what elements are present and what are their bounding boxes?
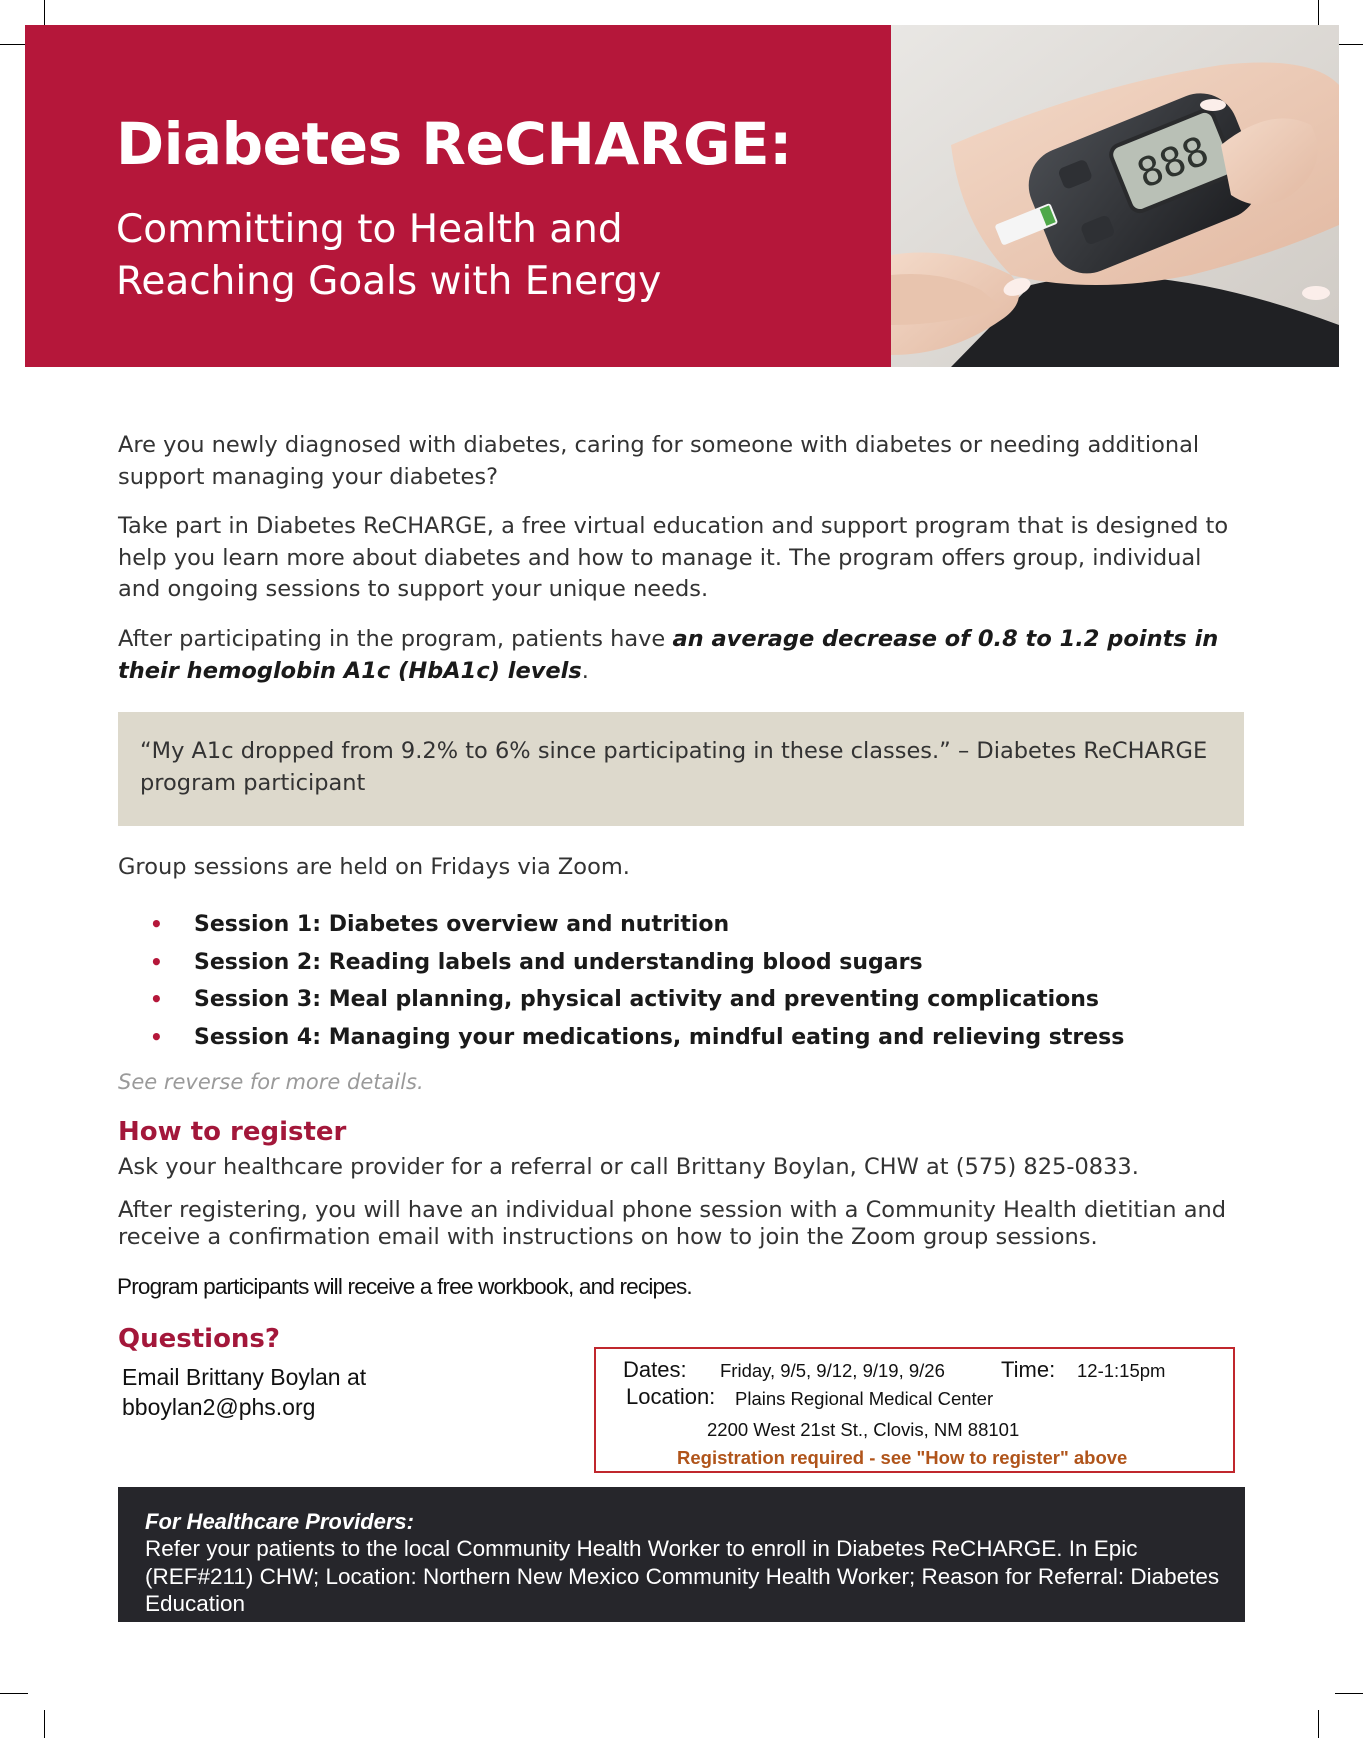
session-item: [150, 981, 1124, 1019]
session-label: Session 2: Reading labels and understanding blood sugars: [194, 949, 923, 975]
subtitle-line: Committing to Health and: [116, 207, 623, 252]
reverse-note: See reverse for more details.: [118, 1070, 424, 1094]
contact-line: Email Brittany Boylan at: [122, 1364, 367, 1390]
crop-mark: [1318, 1710, 1319, 1738]
crop-mark: [1318, 0, 1319, 28]
register-text: After registering, you will have an individual phone session with a Community Health dietitian and receive a confirmation email with instructions on how to join the Zoom group sessions.: [118, 1197, 1227, 1250]
subtitle-line: Reaching Goals with Energy: [116, 259, 662, 304]
registration-note: Registration required - see "How to register" above: [677, 1447, 1128, 1468]
glucose-meter-illustration: [891, 25, 1339, 367]
register-text: Ask your healthcare provider for a referral or call Brittany Boylan, CHW at (575) 825-0833.: [118, 1154, 1139, 1180]
session-label: Session 4: Managing your medications, mindful eating and relieving stress: [194, 1024, 1125, 1050]
session-label: Session 1: Diabetes overview and nutrition: [194, 912, 730, 937]
crop-mark: [0, 44, 28, 45]
glucose-meter-photo: [891, 25, 1339, 367]
session-list: [150, 906, 1124, 1056]
sessions-intro: Group sessions are held on Fridays via Zoom.: [118, 854, 630, 880]
questions-heading: Questions?: [118, 1324, 280, 1354]
provider-heading: For Healthcare Providers:: [145, 1509, 414, 1534]
crop-mark: [44, 1710, 45, 1738]
crop-mark: [1335, 44, 1363, 45]
location-name: Plains Regional Medical Center: [735, 1388, 994, 1409]
crop-mark: [0, 1693, 28, 1694]
header-banner: [25, 25, 891, 367]
dates-label: Dates:: [623, 1357, 687, 1382]
provider-text: Refer your patients to the local Community Health Worker to enroll in Diabetes ReCHARGE. In Epic (REF#211) CHW; Location: Northern New Mexico Community Health Worker; Reason for Referral: Diabetes Education: [145, 1536, 1220, 1616]
bullet-icon: •: [150, 949, 163, 974]
bullet-icon: •: [150, 1024, 163, 1049]
crop-mark: [44, 0, 45, 28]
testimonial-quote: “My A1c dropped from 9.2% to 6% since participating in these classes.” – Diabetes ReCHARGE program participant: [140, 738, 1208, 796]
results-end: .: [581, 657, 589, 684]
results-emphasis: an average decrease of 0.8 to 1.2 points in their hemoglobin A1c (HbA1c) levels: [118, 626, 1219, 684]
intro-paragraph: Take part in Diabetes ReCHARGE, a free virtual education and support program that is designed to help you learn more about diabetes and how to manage it. The program offers group, individual and ongoing sessions to support your unique needs.: [118, 513, 1229, 602]
session-label: Session 3: Meal planning, physical activity and preventing complications: [194, 987, 1100, 1012]
time-label: Time:: [1001, 1357, 1056, 1382]
page-subtitle: [116, 204, 661, 308]
time-value: 12-1:15pm: [1077, 1360, 1166, 1381]
results-lead: After participating in the program, patients have: [118, 626, 673, 652]
crop-mark: [1335, 1693, 1363, 1694]
page-title: Diabetes ReCHARGE:: [116, 110, 792, 178]
dates-value: Friday, 9/5, 9/12, 9/19, 9/26: [720, 1360, 945, 1381]
bullet-icon: •: [150, 912, 163, 936]
location-address: 2200 West 21st St., Clovis, NM 88101: [707, 1419, 1020, 1440]
location-label: Location:: [626, 1384, 716, 1409]
results-paragraph: [118, 624, 1248, 687]
contact-email: [122, 1362, 366, 1422]
contact-email-address[interactable]: bboylan2@phs.org: [122, 1394, 316, 1420]
session-item: [150, 906, 1124, 944]
workbook-note: Program participants will receive a free workbook, and recipes.: [117, 1274, 692, 1299]
session-item: [150, 1019, 1124, 1057]
meter-display: 888: [1130, 127, 1216, 198]
register-heading: How to register: [118, 1117, 347, 1147]
bullet-icon: •: [150, 987, 163, 1011]
intro-paragraph: Are you newly diagnosed with diabetes, caring for someone with diabetes or needing additional support managing your diabetes?: [118, 432, 1200, 490]
session-item: [150, 944, 1124, 982]
